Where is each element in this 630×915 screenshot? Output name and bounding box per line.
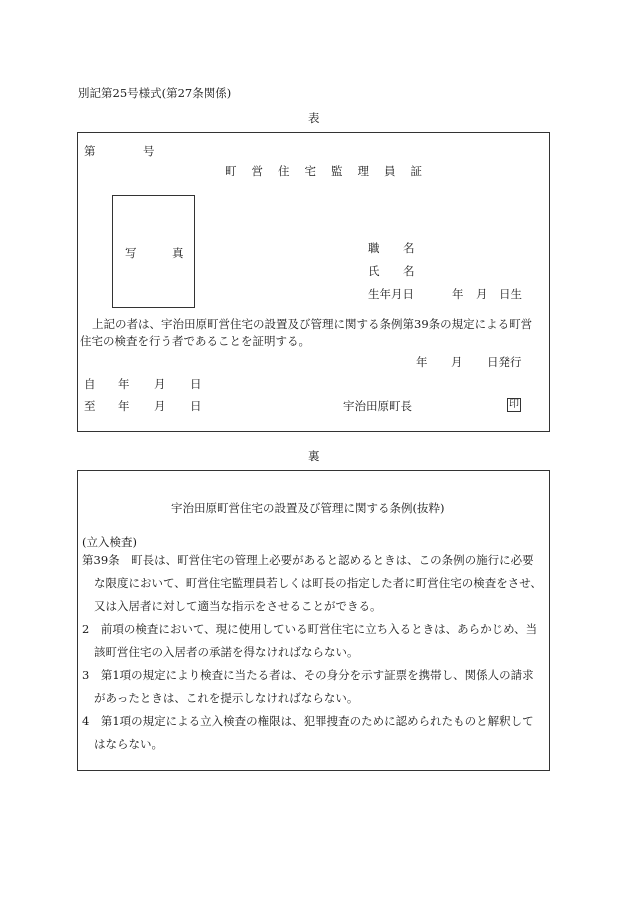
to-month: 月 bbox=[154, 399, 166, 413]
issue-month: 月 bbox=[451, 355, 463, 369]
number-suffix: 号 bbox=[143, 144, 155, 158]
field-birth: 生年月日 bbox=[368, 287, 414, 301]
article-line: 4 第1項の規定による立入検査の権限は、犯罪捜査のために認められたものと解釈して bbox=[82, 714, 534, 728]
field-job-a: 職 bbox=[368, 241, 380, 255]
birth-year: 年 bbox=[452, 287, 464, 301]
from-year: 年 bbox=[118, 377, 130, 391]
front-label: 表 bbox=[308, 111, 320, 125]
statement-line-2: 住宅の検査を行う者であることを証明する。 bbox=[80, 334, 310, 348]
back-title: 宇治田原町営住宅の設置及び管理に関する条例(抜粋) bbox=[171, 501, 445, 515]
card-title: 町営住宅監理員証 bbox=[225, 164, 437, 178]
to-year: 年 bbox=[118, 399, 130, 413]
birth-month: 月 bbox=[476, 287, 488, 301]
issue-year: 年 bbox=[416, 355, 428, 369]
from-month: 月 bbox=[154, 377, 166, 391]
form-label: 別記第25号様式(第27条関係) bbox=[78, 86, 232, 100]
from-label: 自 bbox=[84, 377, 96, 391]
section-heading: (立入検査) bbox=[82, 535, 137, 549]
birth-day: 日生 bbox=[499, 287, 522, 301]
issuer: 宇治田原町長 bbox=[343, 399, 412, 413]
article-line: があったときは、これを提示しなければならない。 bbox=[94, 691, 359, 705]
field-job-b: 名 bbox=[403, 241, 415, 255]
number-prefix: 第 bbox=[84, 144, 96, 158]
article-line: な限度において、町営住宅監理員若しくは町長の指定した者に町営住宅の検査をさせ、 bbox=[94, 576, 542, 590]
to-label: 至 bbox=[84, 399, 96, 413]
seal-mark: 印 bbox=[509, 399, 519, 410]
article-line: 又は入居者に対して適当な指示をさせることができる。 bbox=[94, 599, 382, 613]
from-day: 日 bbox=[190, 377, 202, 391]
article-line: 2 前項の検査において、現に使用している町営住宅に立ち入るときは、あらかじめ、当 bbox=[82, 622, 538, 636]
photo-label-left: 写 bbox=[125, 246, 137, 260]
article-line: はならない。 bbox=[94, 737, 163, 751]
photo-label-right: 真 bbox=[172, 246, 184, 260]
to-day: 日 bbox=[190, 399, 202, 413]
field-name-a: 氏 bbox=[368, 264, 380, 278]
issue-day: 日発行 bbox=[487, 355, 522, 369]
back-label: 裏 bbox=[308, 449, 320, 463]
article-line: 第39条 町長は、町営住宅の管理上必要があると認めるときは、この条例の施行に必要 bbox=[82, 553, 534, 567]
statement-line-1: 上記の者は、宇治田原町営住宅の設置及び管理に関する条例第39条の規定による町営 bbox=[92, 317, 533, 331]
article-line: 該町営住宅の入居者の承諾を得なければならない。 bbox=[94, 645, 359, 659]
article-line: 3 第1項の規定により検査に当たる者は、その身分を示す証票を携帯し、関係人の請求 bbox=[82, 668, 534, 682]
field-name-b: 名 bbox=[403, 264, 415, 278]
